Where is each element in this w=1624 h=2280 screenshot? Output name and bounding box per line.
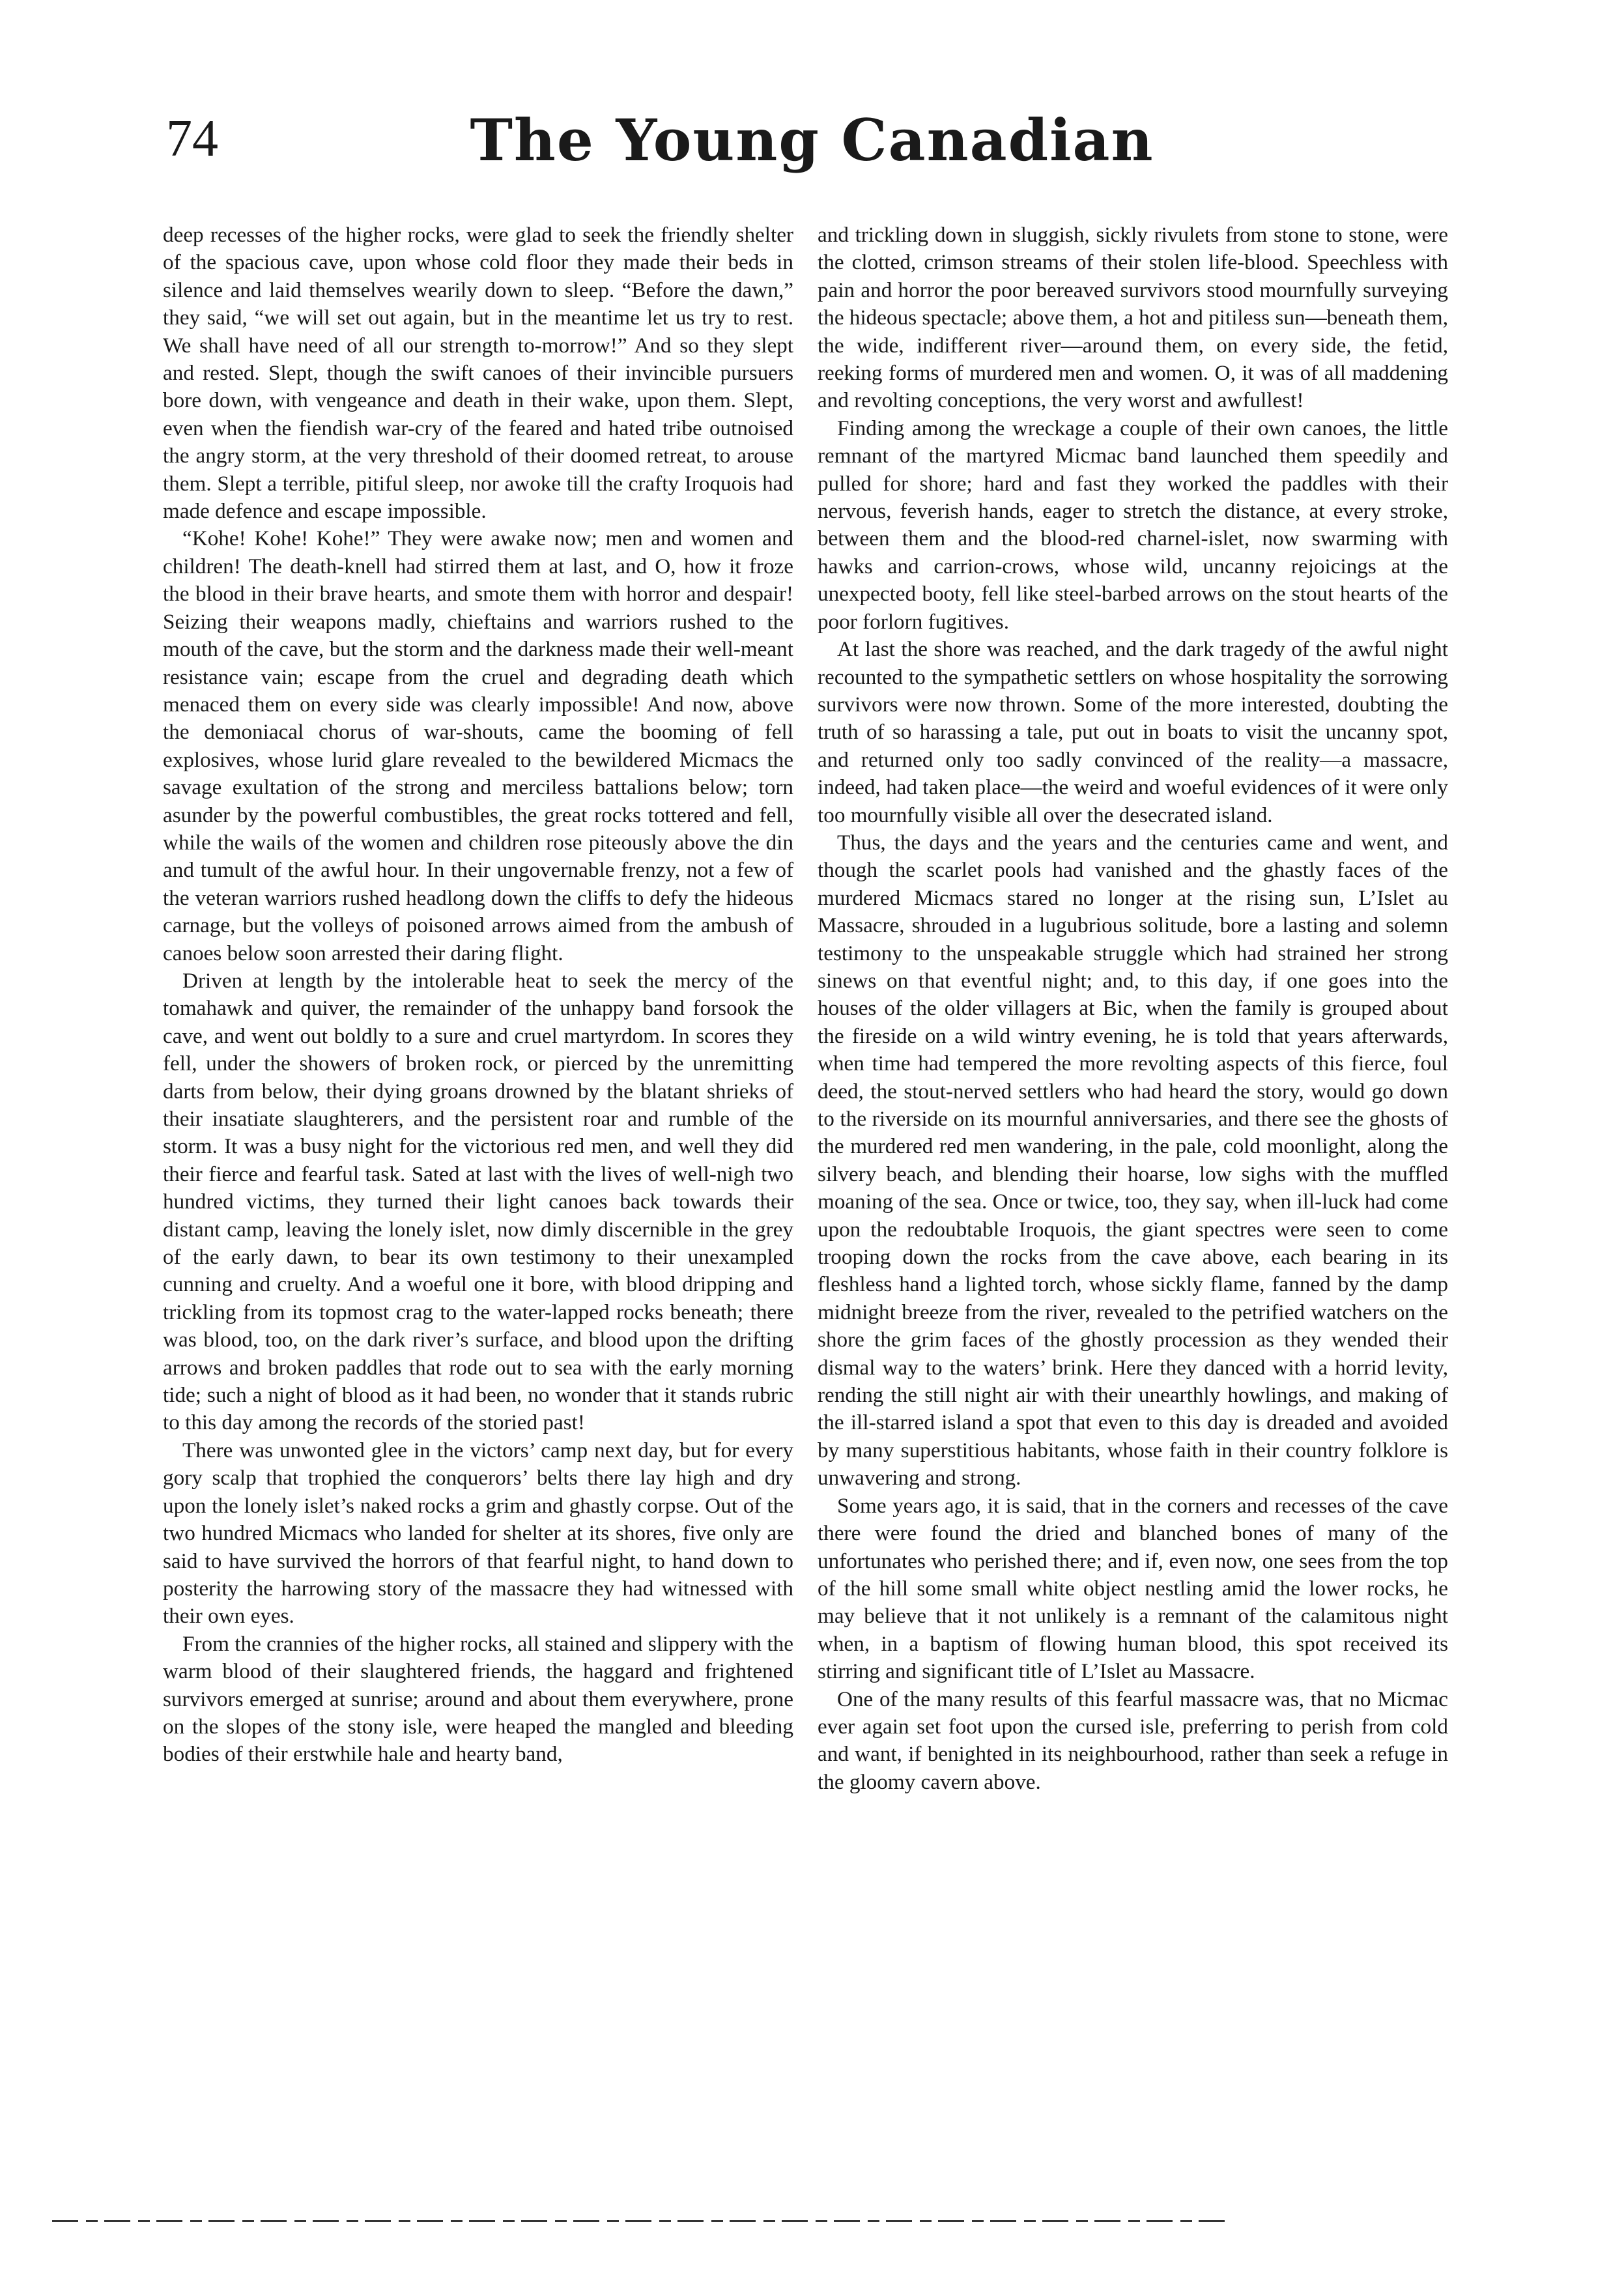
bottom-rule: [52, 2220, 1225, 2222]
paragraph: At last the shore was reached, and the dark tragedy of the awful night recounted to the sympathetic settlers on whose hospitality the sorrowing survivors were now thrown. Some of the more interested, doubting the truth of so harassing a tale, put out in boats to visit the uncanny spot, and returned only too sadly convinced of the reality—a massacre, indeed, had taken place—the weird and woeful evidences of it were only too mournfully visible all over the desecrated island.: [818, 637, 1448, 827]
left-column: [163, 221, 793, 1769]
paragraph: Finding among the wreckage a couple of their own canoes, the little remnant of the martyred Micmac band launched them speedily and pulled for shore; hard and fast they worked the paddles with their nervous, feverish hands, eager to stretch the distance, at every stroke, between them and the blood-red charnel-islet, now swarming with hawks and carrion-crows, whose wild, uncanny rejoicings at the unexpected booty, fell like steel-barbed arrows on the stout hearts of the poor forlorn fugitives.: [818, 416, 1448, 634]
paragraph: deep recesses of the higher rocks, were glad to seek the friendly shelter of the spacious cave, upon whose cold floor they made their beds in silence and laid themselves wearily down to sleep. “Before the dawn,” they said, “we will set out again, but in the meantime let us try to rest. We shall have need of all our strength to-morrow!” And so they slept and rested. Slept, though the swift canoes of their invincible pursuers bore down, with vengeance and death in their wake, upon them. Slept, even when the fiendish war-cry of the feared and hated tribe outnoised the angry storm, at the very threshold of their doomed retreat, to arouse them. Slept a terrible, pitiful sleep, nor awoke till the crafty Iroquois had made defence and escape impossible.: [163, 223, 793, 524]
journal-title: The Young Canadian: [470, 106, 1154, 174]
paragraph: and trickling down in sluggish, sickly rivulets from stone to stone, were the clotted, crimson streams of their stolen life-blood. Speechless with pain and horror the poor bereaved survivors stood mournfully surveying the hideous spectacle; above them, a hot and pitiless sun—beneath them, the wide, indifferent river—around them, on every side, the fetid, reeking forms of murdered men and women. O, it was of all maddening and revolting conceptions, the very worst and awfullest!: [818, 223, 1448, 413]
paragraph: Thus, the days and the years and the centuries came and went, and though the scarlet pools had vanished and the ghastly faces of the murdered Micmacs stared no longer at the rising sun, L’Islet au Massacre, shrouded in a lugubrious solitude, bore a lasting and solemn testimony to the unspeakable struggle which had strained her strong sinews on that eventful night; and, to this day, if one goes into the houses of the older villagers at Bic, when the family is grouped about the fireside on a wild wintry evening, he is told that years afterwards, when time had tempered the more revolting aspects of this fierce, foul deed, the stout-nerved settlers who had heard the story, would go down to the riverside on its mournful anniversaries, and there see the ghosts of the murdered red men wandering, in the pale, cold moonlight, along the silvery beach, and blending their hoarse, low sighs with the muffled moaning of the sea. Once or twice, too, they say, when ill-luck had come upon the redoubtable Iroquois, the giant spectres were seen to come trooping down the rocks from the cave above, each bearing in its fleshless hand a lighted torch, whose sickly flame, fanned by the damp midnight breeze from the river, revealed to the petrified watchers on the shore the grim faces of the ghostly procession as they wended their dismal way to the waters’ brink. Here they danced with a horrid levity, rending the still night air with their unearthly howlings, and making of the ill-starred island a spot that even to this day is dreaded and avoided by many superstitious habitants, whose faith in their country folklore is unwavering and strong.: [818, 830, 1448, 1490]
paragraph: From the crannies of the higher rocks, all stained and slippery with the warm blood of their slaughtered friends, the haggard and frightened survivors emerged at sunrise; around and about them everywhere, prone on the slopes of the stony isle, were heaped the mangled and bleeding bodies of their erstwhile hale and hearty band,: [163, 1631, 793, 1767]
paragraph: Driven at length by the intolerable heat to seek the mercy of the tomahawk and quiver, the remainder of the unhappy band forsook the cave, and went out boldly to a sure and cruel martyrdom. In scores they fell, under the showers of broken rock, or pierced by the unremitting darts from below, their dying groans drowned by the blatant shrieks of their insatiate slaughterers, and the persistent roar and rumble of the storm. It was a busy night for the victorious red men, and well they did their fierce and fearful task. Sated at last with the lives of well-nigh two hundred victims, they turned their light canoes back towards their distant camp, leaving the lonely islet, now dimly discernible in the grey of the early dawn, to bear its own testimony to their unexampled cunning and cruelty. And a woeful one it bore, with blood dripping and trickling from its topmost crag to the water-lapped rocks beneath; there was blood, too, on the dark river’s surface, and blood upon the drifting arrows and broken paddles that rode out to sea with the early morning tide; such a night of blood as it had been, no wonder that it stands rubric to this day among the records of the storied past!: [163, 968, 793, 1435]
paragraph: Some years ago, it is said, that in the corners and recesses of the cave there were found the dried and blanched bones of many of the unfortunates who perished there; and if, even now, one sees from the top of the hill some small white object nestling amid the lower rocks, he may believe that it not unlikely is a remnant of the calamitous night when, in a baptism of flowing human blood, this spot received its stirring and significant title of L’Islet au Massacre.: [818, 1493, 1448, 1684]
paragraph: “Kohe! Kohe! Kohe!” They were awake now; men and women and children! The death-knell had stirred them at last, and O, how it froze the blood in their brave hearts, and smote them with horror and despair! Seizing their weapons madly, chieftains and warriors rushed to the mouth of the cave, but the storm and the darkness made their well-meant resistance vain; escape from the cruel and degrading death which menaced them on every side was clearly impossible! And now, above the demoniacal chorus of war-shouts, came the booming of fell explosives, whose lurid glare revealed to the bewildered Micmacs the savage exultation of the strong and merciless battalions below; torn asunder by the powerful combustibles, the great rocks tottered and fell, while the wails of the women and children rose piteously above the din and tumult of the awful hour. In their ungovernable frenzy, not a few of the veteran warriors rushed headlong down the cliffs to defy the hideous carnage, but the volleys of poisoned arrows aimed from the ambush of canoes below soon arrested their daring flight.: [163, 526, 793, 965]
right-column: [818, 221, 1448, 1796]
page-number: 74: [166, 110, 218, 167]
paragraph: There was unwonted glee in the victors’ camp next day, but for every gory scalp that trophied the conquerors’ belts there lay high and dry upon the lonely islet’s naked rocks a grim and ghastly corpse. Out of the two hundred Micmacs who landed for shelter at its shores, five only are said to have survived the horrors of that fearful night, to hand down to posterity the harrowing story of the massacre they had witnessed with their own eyes.: [163, 1438, 793, 1629]
paragraph: One of the many results of this fearful massacre was, that no Micmac ever again set foot upon the cursed isle, preferring to perish from cold and want, if benighted in its neighbourhood, rather than seek a refuge in the gloomy cavern above.: [818, 1687, 1448, 1794]
